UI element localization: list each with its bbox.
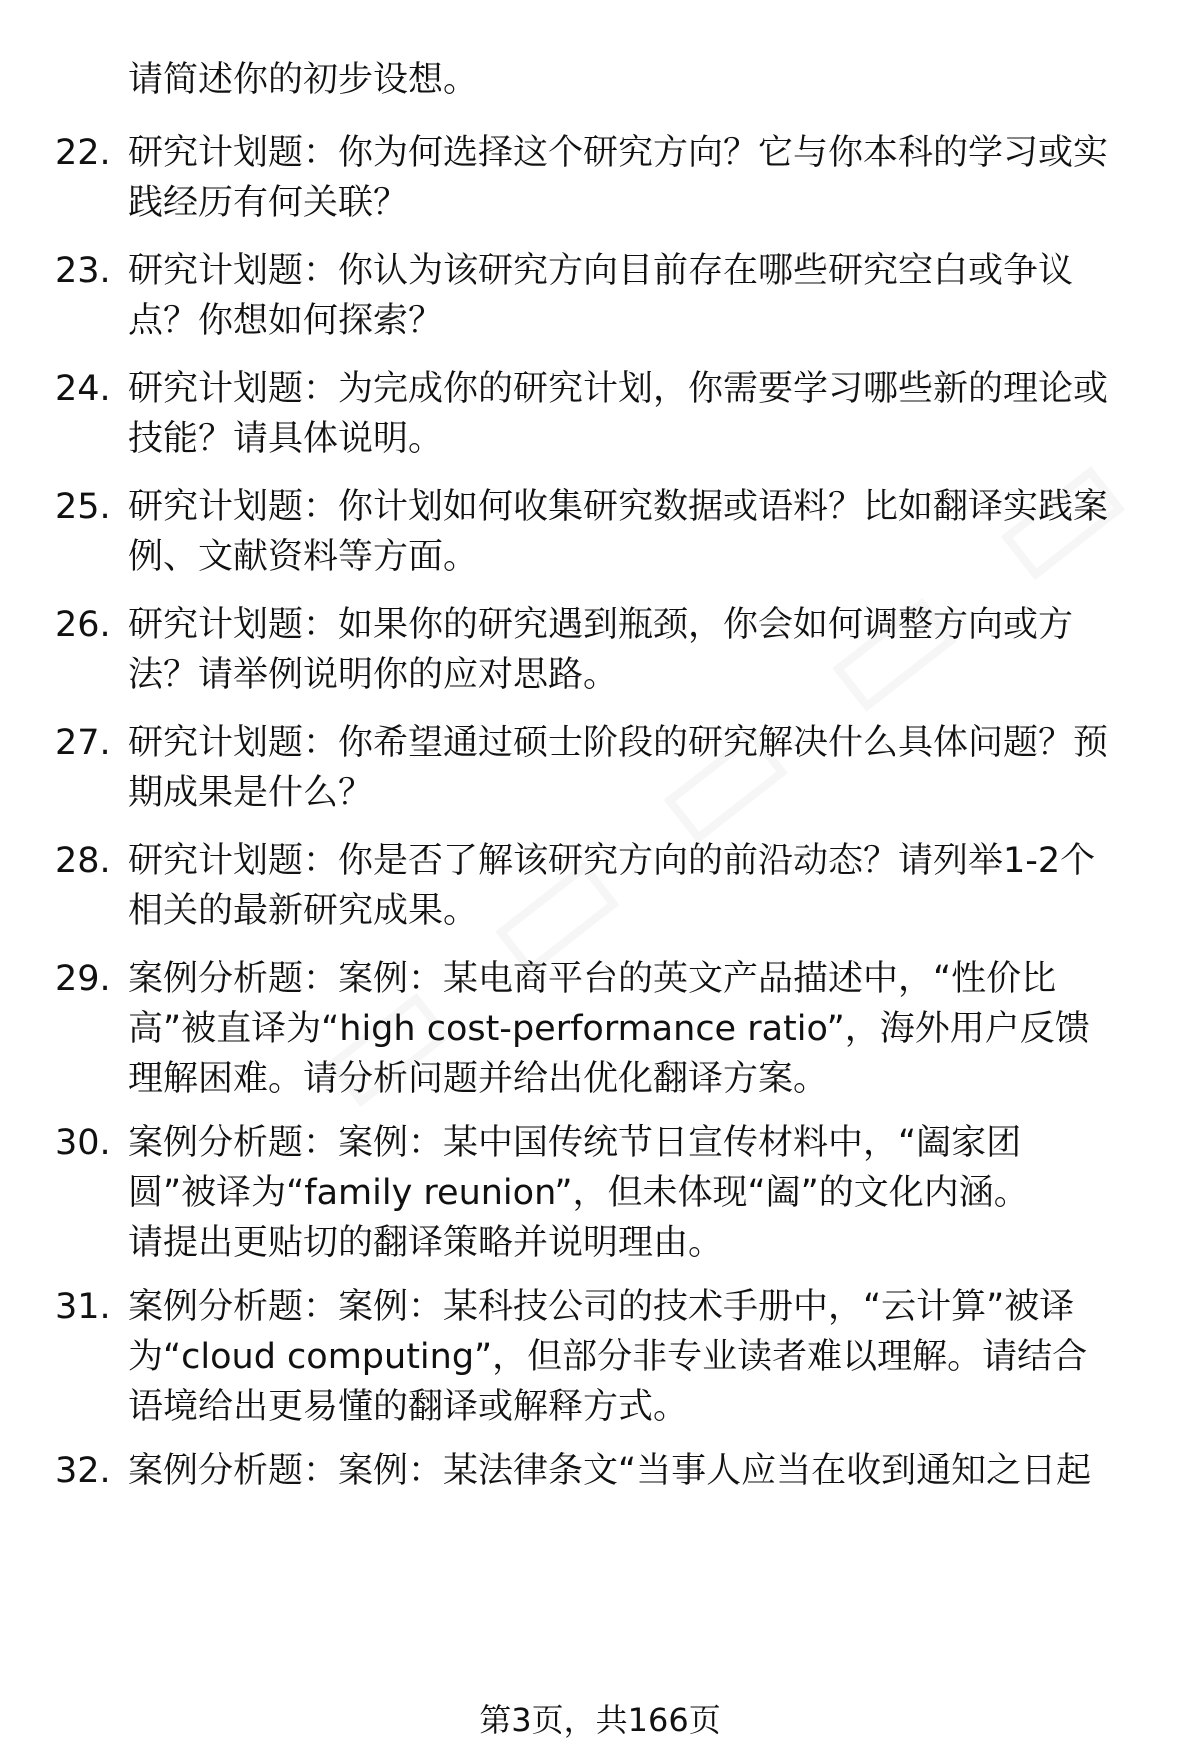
question-text: 案例分析题：案例：某科技公司的技术手册中，“云计算”被译 为“cloud computing”，但部分非专业读者难以理解。请结合 语境给出更易懂的翻译或解释方式。 <box>128 1287 1088 1427</box>
question-number: 32. <box>55 1451 111 1491</box>
question-number: 22. <box>55 133 111 173</box>
question-number: 26. <box>55 605 111 645</box>
question-text: 案例分析题：案例：某中国传统节日宣传材料中，“阖家团 圆”被译为“family reunion”，但未体现“阖”的文化内涵。 请提出更贴切的翻译策略并说明理由。 <box>128 1123 1029 1263</box>
question-number: 24. <box>55 369 111 409</box>
question-text: 研究计划题：如果你的研究遇到瓶颈，你会如何调整方向或方 法？请举例说明你的应对思路。 <box>128 605 1074 695</box>
page-footer: 第3页，共166页 <box>479 1701 721 1739</box>
question-text: 案例分析题：案例：某电商平台的英文产品描述中，“性价比 高”被直译为“high cost-performance ratio”，海外用户反馈 理解困难。请分析问题并给出优化翻译方案。 <box>128 959 1090 1099</box>
question-text: 案例分析题：案例：某法律条文“当事人应当在收到通知之日起 <box>128 1451 1092 1491</box>
question-number: 29. <box>55 959 111 999</box>
question-text: 研究计划题：你是否了解该研究方向的前沿动态？请列举1-2个 相关的最新研究成果。 <box>128 841 1096 931</box>
question-number: 25. <box>55 487 111 527</box>
question-text: 研究计划题：你希望通过硕士阶段的研究解决什么具体问题？预 期成果是什么？ <box>128 723 1109 813</box>
question-number: 23. <box>55 251 111 291</box>
question-number: 30. <box>55 1123 111 1163</box>
question-number: 27. <box>55 723 111 763</box>
question-number: 28. <box>55 841 111 881</box>
question-text: 研究计划题：你计划如何收集研究数据或语料？比如翻译实践案 例、文献资料等方面。 <box>128 487 1109 577</box>
question-text: 研究计划题：为完成你的研究计划，你需要学习哪些新的理论或 技能？请具体说明。 <box>128 369 1109 459</box>
question-text: 研究计划题：你为何选择这个研究方向？它与你本科的学习或实 践经历有何关联？ <box>128 133 1109 223</box>
continuation-text: 请简述你的初步设想。 <box>128 60 479 100</box>
question-number: 31. <box>55 1287 111 1327</box>
question-text: 研究计划题：你认为该研究方向目前存在哪些研究空白或争议 点？你想如何探索？ <box>128 251 1074 341</box>
